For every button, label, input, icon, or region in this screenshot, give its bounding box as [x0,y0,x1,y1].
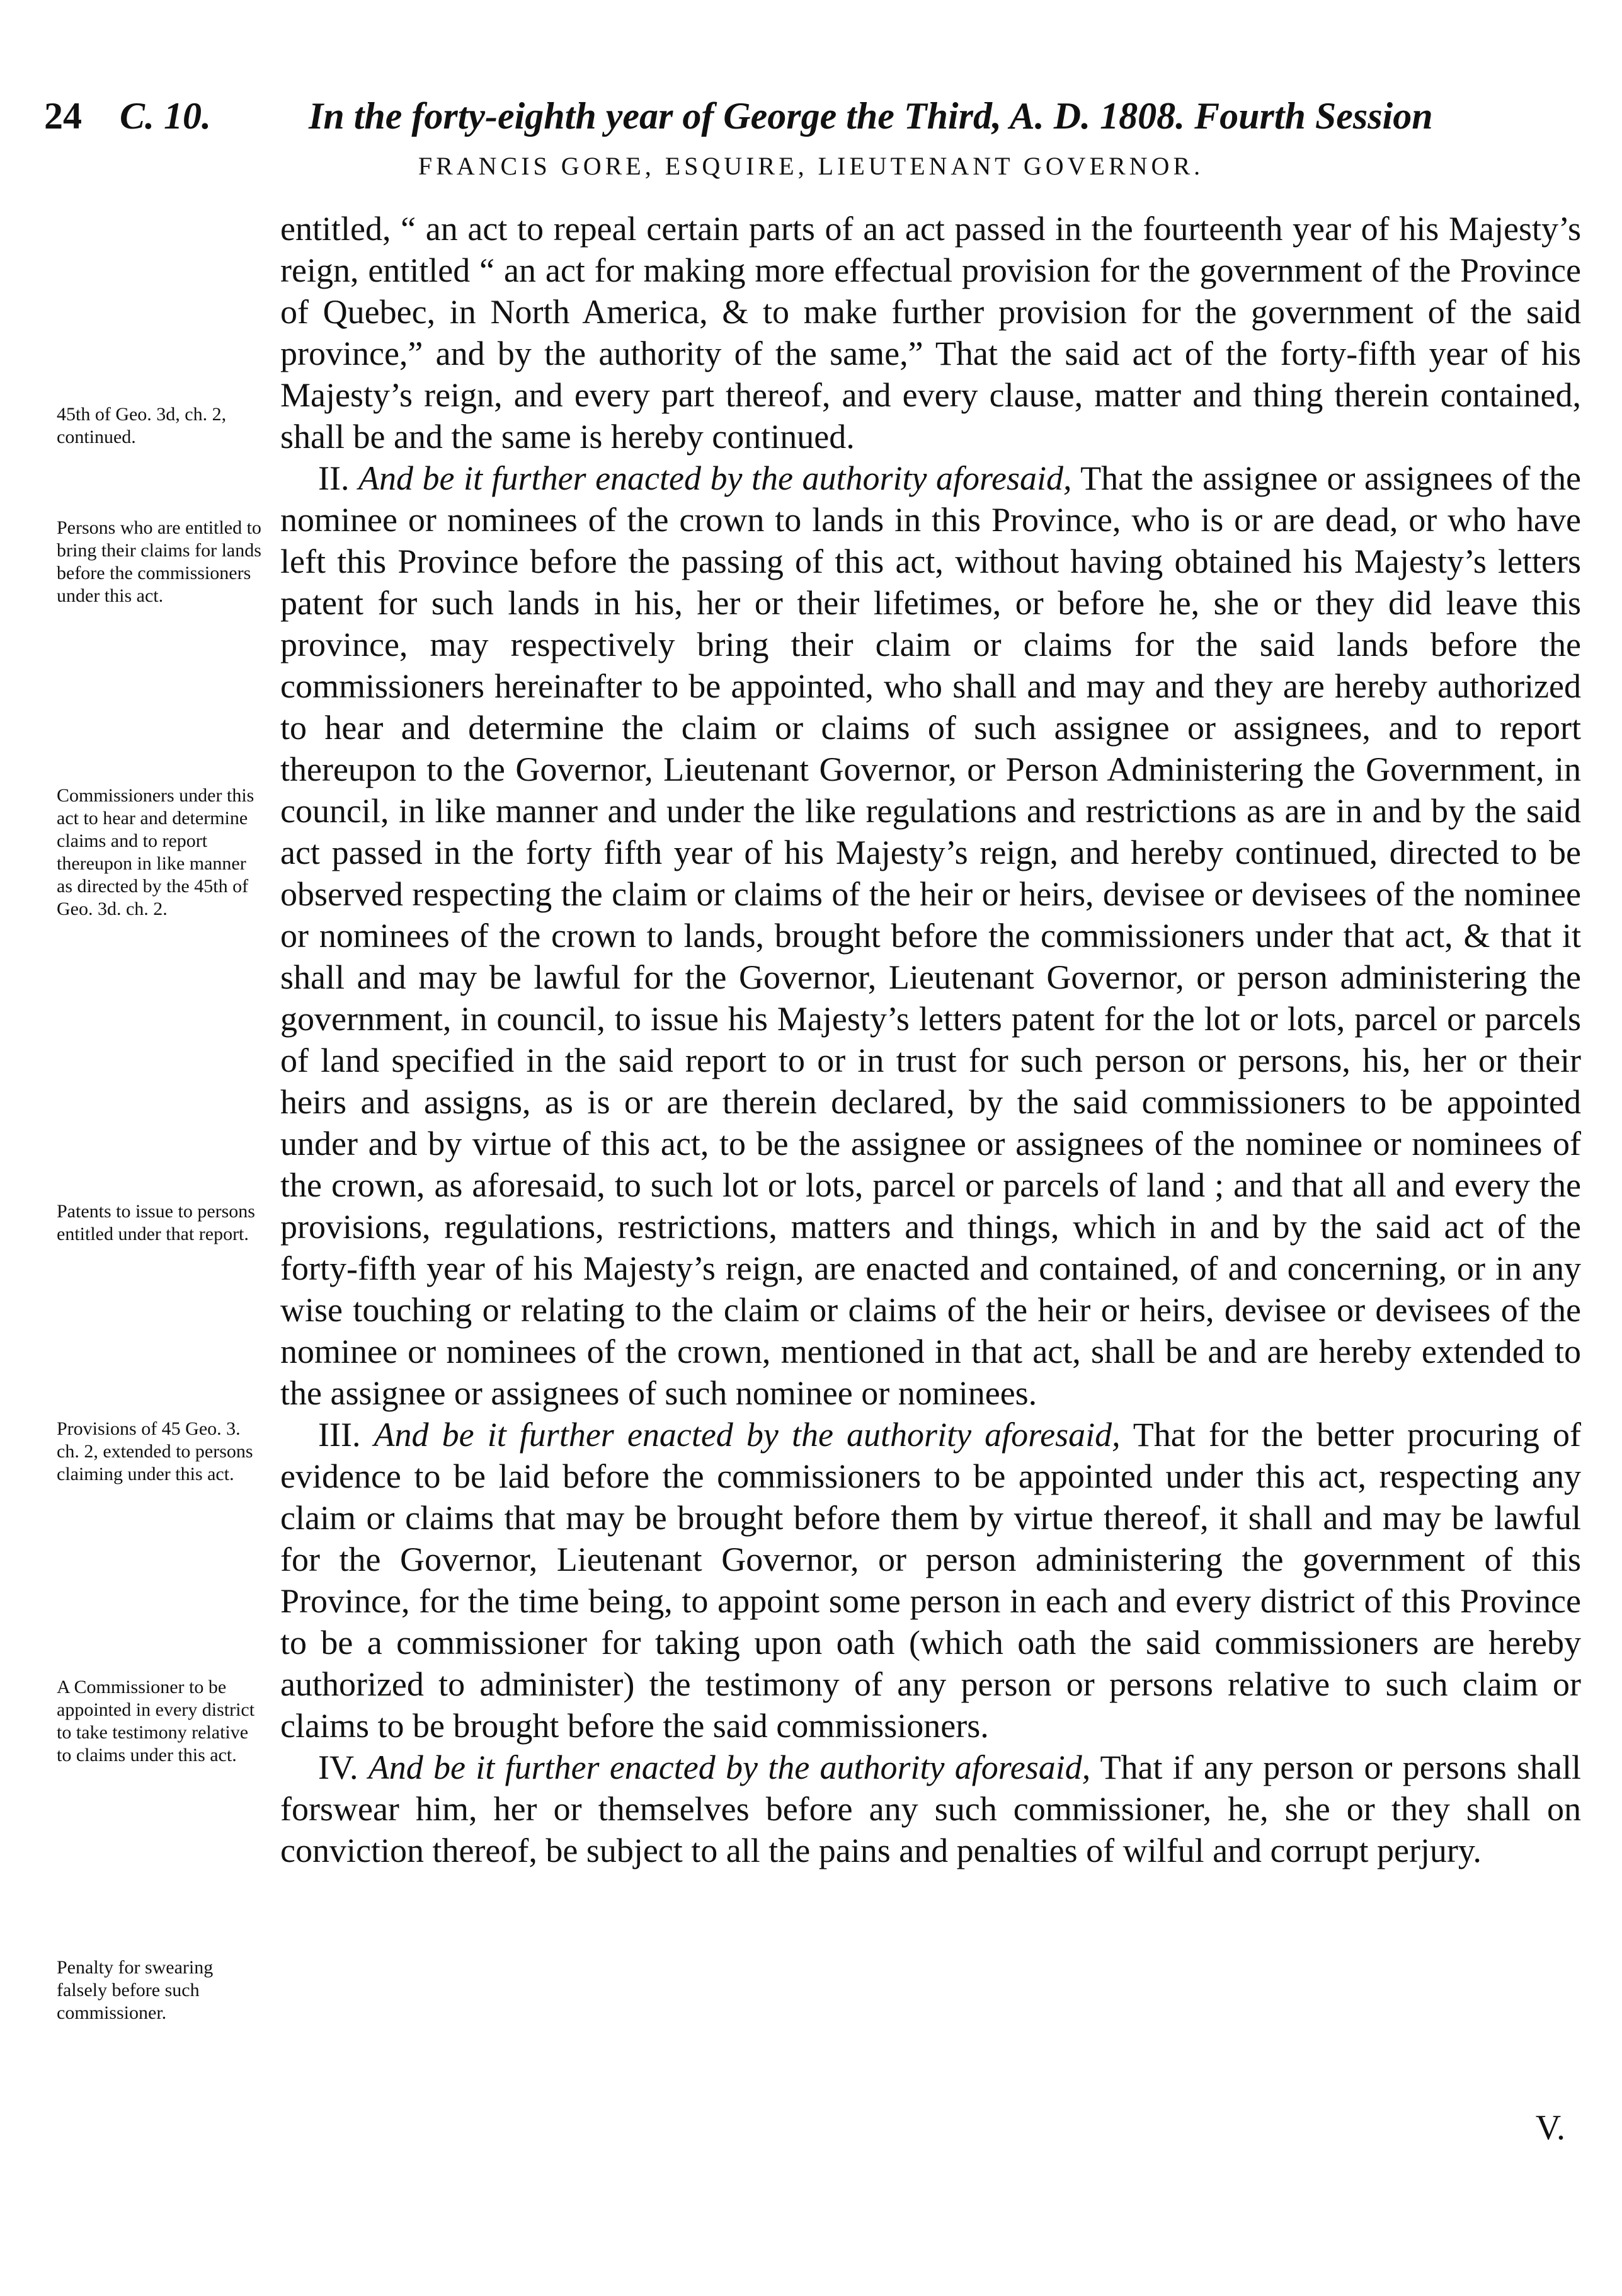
marginal-note-penalty: Penalty for swearing falsely before such commissioner. [57,1957,214,2023]
running-header [44,95,1581,145]
section-number: III. [318,1416,374,1454]
section-text: That the assignee or assignees of the nominee or nominees of the crown to lands in this Province, who is or are dead, or who have left this Province before the passing of this act, without having obtained his Majesty’s letters patent for such lands in his, her or their lifetimes, or before he, she or they did leave this province, may respectively bring their claim or claims for the said lands before the commissioners hereinafter to be appointed, who shall and may and they are hereby authorized to hear and determine the claim or claims of such assignee or assignees, and to report thereupon to the Governor, Lieutenant Governor, or Person Administering the Government, in council, in like manner and under the like regulations and restrictions as are in and by the said act passed in the forty fifth year of his Majesty’s reign, and hereby continued, directed to be observed respecting the claim or claims of the heir or heirs, devisee or devisees of the nominee or nominees of the crown to lands, brought before the commissioners under that act, & that it shall and may be lawful for the Governor, Lieutenant Governor, or person administering the government, in council, to issue his Majesty’s letters patent for the lot or lots, parcel or parcels of land specified in the said report to or in trust for such person or persons, his, her or their heirs and assigns, as is or are therein declared, by the said commissioners to be appointed under and by virtue of this act, to be the assignee or assignees of the nominee or nominees of the crown, as aforesaid, to such lot or lots, parcel or parcels of land ; and that all and every the provisions, regulations, restrictions, matters and things, which in and by the said act of the forty-fifth year of his Majesty’s reign, are enacted and contained, of and concerning, or in any wise touching or relating to the claim or claims of the heir or heirs, devisee or devisees of the nominee or nominees of the crown, mentioned in that act, shall be and are hereby extended to the assignee or assignees of such nominee or nominees. [280,459,1582,1412]
marginal-note-continued: 45th of Geo. 3d, ch. 2, continued. [57,404,227,447]
marginal-note-provisions: Provisions of 45 Geo. 3. ch. 2, extended to persons claiming under this act. [57,1418,253,1484]
catchword: V. [1535,2108,1565,2147]
header-subtitle: FRANCIS GORE, ESQUIRE, LIEUTENANT GOVERNOR. [418,152,1204,180]
chapter-number: C. 10. [120,95,212,137]
enacting-clause: And be it further enacted by the authority aforesaid, [368,1748,1091,1786]
paragraph-2 [280,457,1581,1414]
marginal-note-commissioners: Commissioners under this act to hear and determine claims and to report thereupon in like manner as directed by the 45th of Geo. 3d. ch. 2. [57,785,254,919]
section-text: That for the better procuring of evidence to be laid before the commissioners to be appointed under this act, respecting any claim or claims that may be brought before them by virtue thereof, it shall and may be lawful for the Governor, Lieutenant Governor, or person administering the government of this Province, for the time being, to appoint some person in each and every district of this Province to be a commissioner for taking upon oath (which oath the said commissioners are hereby authorized to administer) the testimony of any person or persons relative to such claim or claims to be brought before the said commissioners. [280,1416,1581,1745]
page-number: 24 [44,95,82,137]
section-text: That if any person or persons shall forswear him, her or themselves before any such commissioner, he, she or they shall on conviction thereof, be subject to all the pains and penalties of wilful and corrupt perjury. [280,1748,1581,1869]
body-text [280,208,1581,1871]
paragraph-3 [280,1414,1581,1747]
paragraph-4 [280,1747,1581,1871]
section-number: IV. [318,1748,368,1786]
marginal-note-patents: Patents to issue to persons entitled under that report. [57,1201,255,1244]
enacting-clause: And be it further enacted by the authority aforesaid, [358,459,1072,497]
marginal-note-district-commissioner: A Commissioner to be appointed in every district to take testimony relative to claims under this act. [57,1677,255,1765]
enacting-clause: And be it further enacted by the authority aforesaid, [374,1416,1121,1454]
section-number: II. [318,459,358,497]
paragraph-1: entitled, “ an act to repeal certain parts of an act passed in the fourteenth year of his Majesty’s reign, entitled “ an act for making more effectual provision for the government of the Province of Quebec, in North America, & to make further provision for the government of the said province,” and by the authority of the same,” That the said act of the forty-fifth year of his Majesty’s reign, and every part thereof, and every clause, matter and thing therein contained, shall be and the same is hereby continued. [280,210,1581,456]
marginal-note-persons-entitled: Persons who are entitled to bring their claims for lands before the commissioners under this act. [57,517,261,606]
header-title: In the forty-eighth year of George the Third, A. D. 1808. Fourth Session [309,95,1433,137]
